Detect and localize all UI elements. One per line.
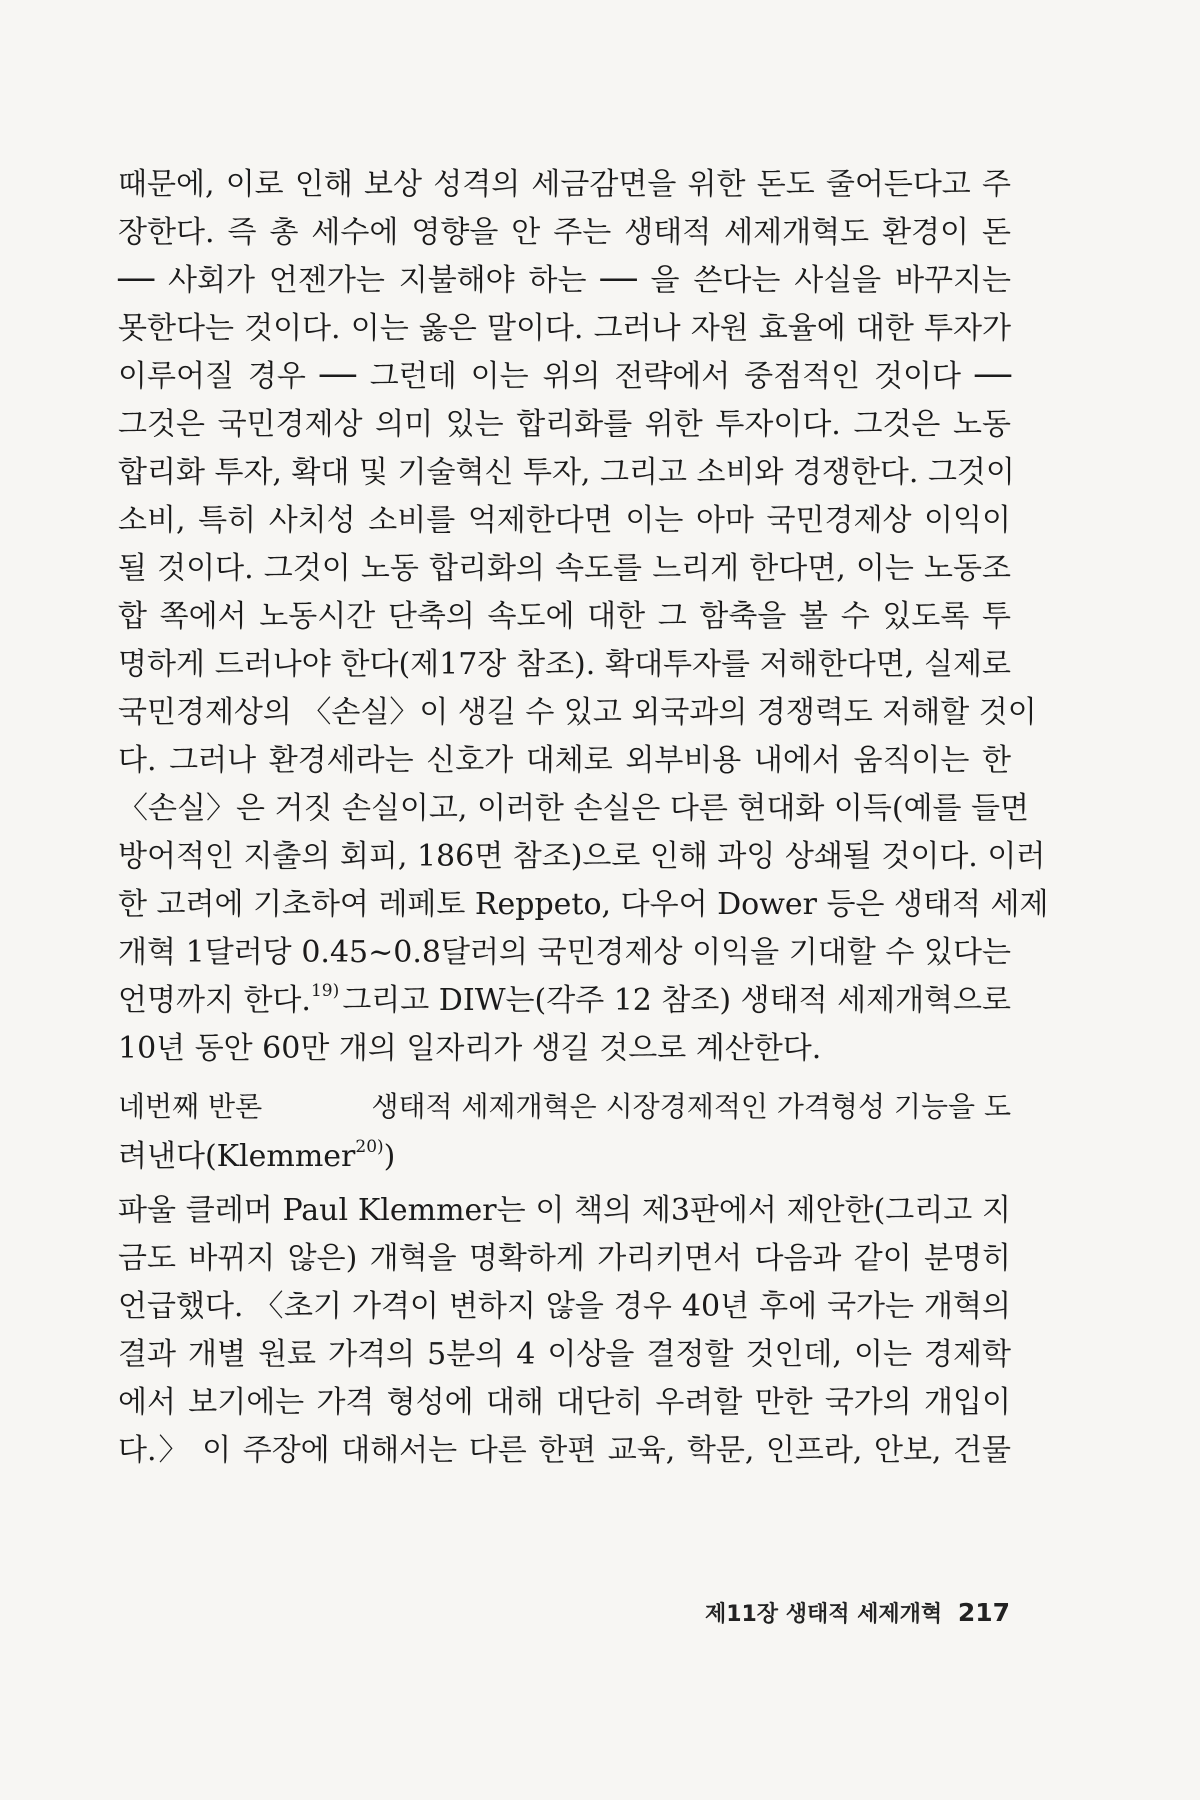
body-line: 10년 동안 60만 개의 일자리가 생길 것으로 계산한다. [118, 1031, 822, 1066]
footnote-ref[interactable]: 20) [355, 1137, 384, 1157]
body-line: 한 고려에 기초하여 레페토 Reppeto, 다우어 Dower 등은 생태적 세제 [118, 887, 1049, 922]
body-line: 〈손실〉은 거짓 손실이고, 이러한 손실은 다른 현대화 이득(예를 들면 [118, 791, 1030, 826]
section-title: 생태적 세제개혁은 시장경제적인 가격형성 기능을 도 [371, 1090, 1011, 1123]
body-line: 소비, 특히 사치성 소비를 억제한다면 이는 아마 국민경제상 이익이 [118, 503, 1011, 538]
body-line: 그것은 국민경제상 의미 있는 합리화를 위한 투자이다. 그것은 노동 [118, 407, 1011, 442]
section-heading [118, 1082, 1011, 1132]
body-line: 못한다는 것이다. 이는 옳은 말이다. 그러나 자원 효율에 대한 투자가 [118, 311, 1011, 346]
body-line: 언급했다. 〈초기 가격이 변하지 않을 경우 40년 후에 국가는 개혁의 [118, 1289, 1011, 1324]
section-title-line2: 려낸다(Klemmer$^{20)}$) [118, 1137, 396, 1174]
body-line-with-footnote [118, 976, 1011, 1026]
body-line: 이루어질 경우 ── 그런데 이는 위의 전략에서 중점적인 것이다 ── [118, 359, 1011, 394]
page-number: 217 [957, 1598, 1010, 1627]
footnote-ref[interactable]: 19) [310, 981, 340, 1001]
body-line: 방어적인 지출의 회피, 186면 참조)으로 인해 과잉 상쇄될 것이다. 이러 [118, 839, 1046, 874]
body-line: 금도 바뀌지 않은) 개혁을 명확하게 가리키면서 다음과 같이 분명히 [118, 1241, 1011, 1276]
body-line: 될 것이다. 그것이 노동 합리화의 속도를 느리게 한다면, 이는 노동조 [118, 551, 1011, 586]
body-line: 결과 개별 원료 가격의 5분의 4 이상을 결정할 것인데, 이는 경제학 [118, 1337, 1011, 1372]
section-lead: 네번째 반론 [118, 1090, 263, 1123]
body-line-rest: 그리고 DIW는(각주 12 참조) 생태적 세제개혁으로 [342, 983, 1011, 1018]
body-line: 합 쪽에서 노동시간 단축의 속도에 대한 그 함축을 볼 수 있도록 투 [118, 599, 1011, 634]
body-line: 합리화 투자, 확대 및 기술혁신 투자, 그리고 소비와 경쟁한다. 그것이 [118, 455, 1015, 490]
body-line: 명하게 드러나야 한다(제17장 참조). 확대투자를 저해한다면, 실제로 [118, 647, 1011, 682]
body-line: 국민경제상의 〈손실〉이 생길 수 있고 외국과의 경쟁력도 저해할 것이 [118, 695, 1037, 730]
body-line: 에서 보기에는 가격 형성에 대해 대단히 우려할 만한 국가의 개입이 [118, 1385, 1011, 1420]
page-footer [690, 1597, 1010, 1628]
body-line: 장한다. 즉 총 세수에 영향을 안 주는 생태적 세제개혁도 환경이 돈 [118, 215, 1011, 250]
body-line: 다.〉 이 주장에 대해서는 다른 한편 교육, 학문, 인프라, 안보, 건물 [118, 1433, 1011, 1468]
body-line: 파울 클레머 Paul Klemmer는 이 책의 제3판에서 제안한(그리고 지 [118, 1193, 1011, 1228]
body-line: ── 사회가 언젠가는 지불해야 하는 ── 을 쓴다는 사실을 바꾸지는 [118, 263, 1011, 298]
body-line-lead: 언명까지 한다.$^{19)}$ [118, 981, 340, 1018]
body-line: 개혁 1달러당 0.45~0.8달러의 국민경제상 이익을 기대할 수 있다는 [118, 935, 1011, 970]
body-line: 다. 그러나 환경세라는 신호가 대체로 외부비용 내에서 움직이는 한 [118, 743, 1011, 778]
chapter-running-head: 제11장 생태적 세제개혁 [704, 1602, 943, 1627]
body-line: 때문에, 이로 인해 보상 성격의 세금감면을 위한 돈도 줄어든다고 주 [118, 167, 1011, 202]
